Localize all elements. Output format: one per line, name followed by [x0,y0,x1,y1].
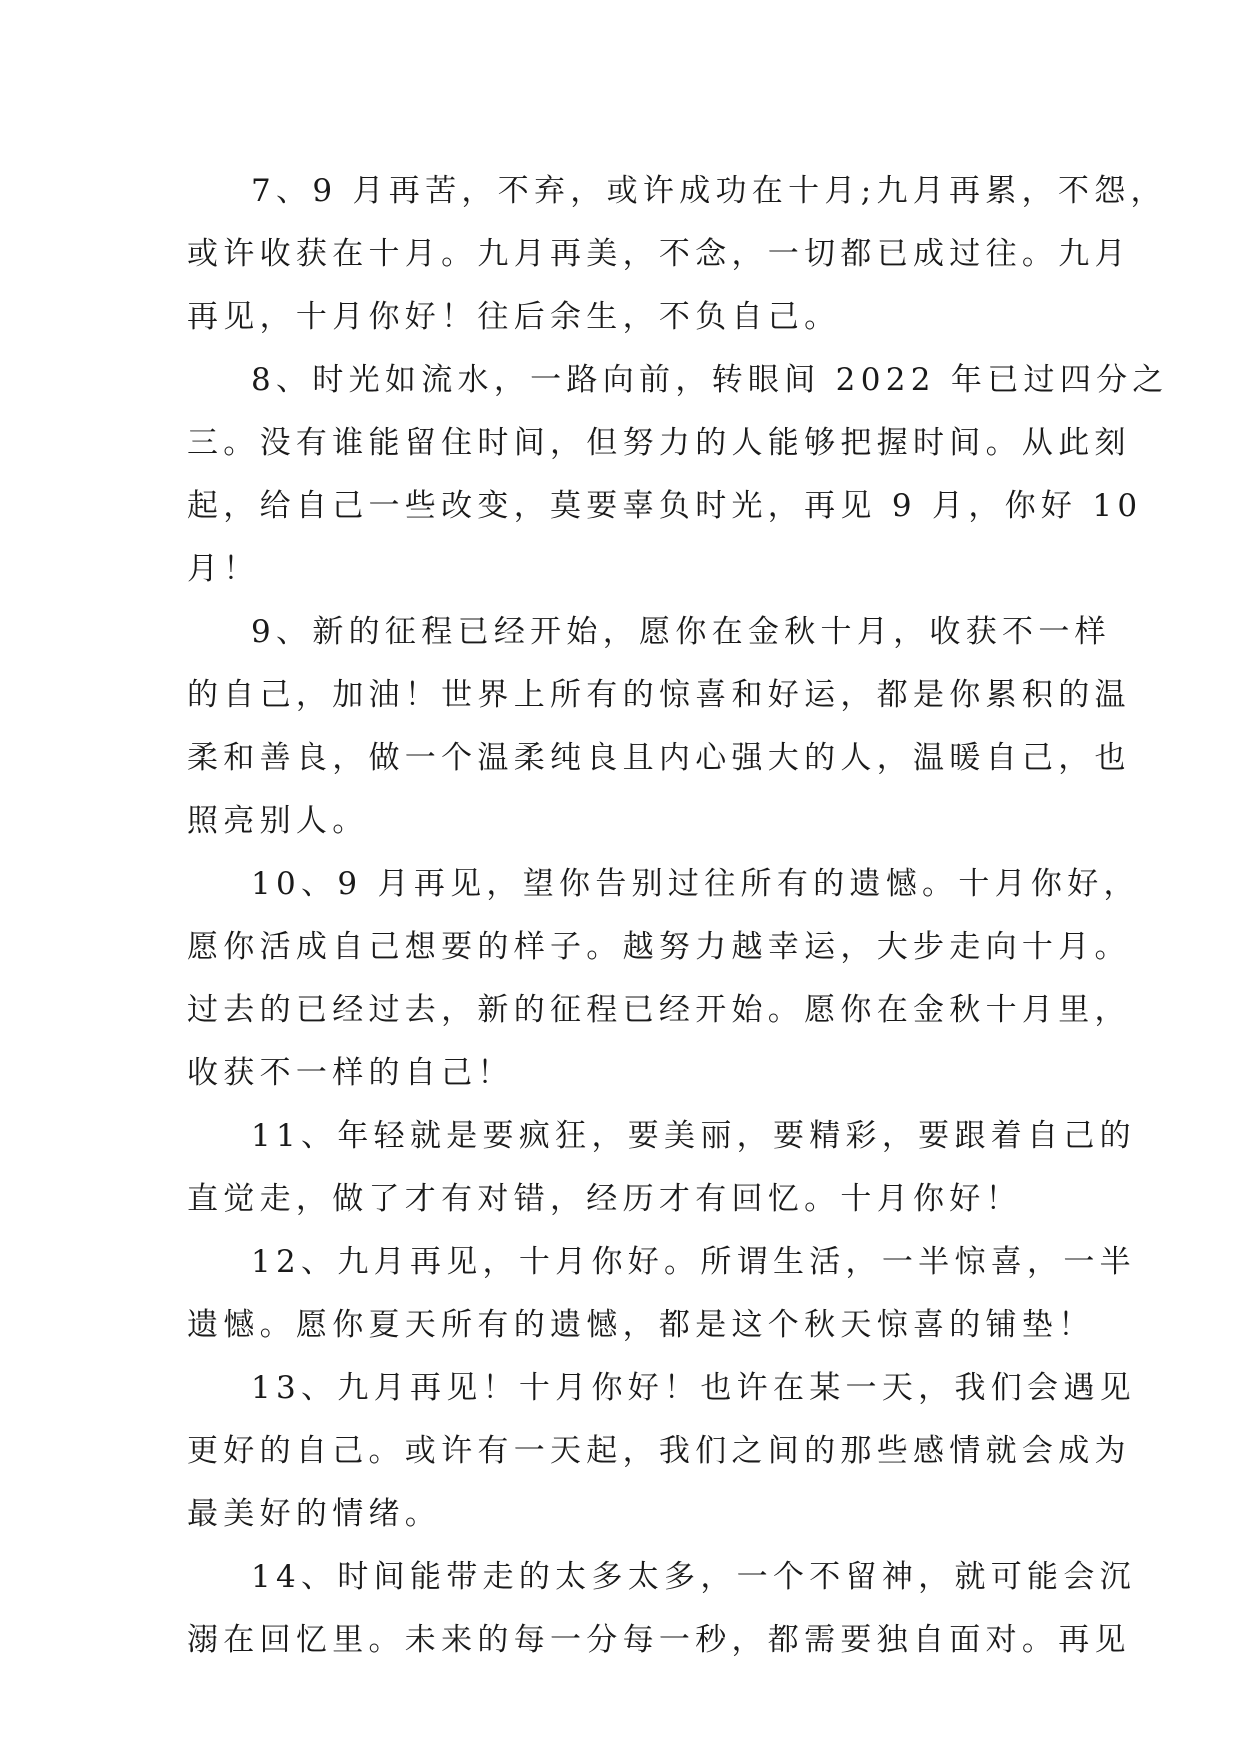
text-line: 9、新的征程已经开始，愿你在金秋十月，收获不一样 [251,614,1111,650]
text-line: 柔和善良，做一个温柔纯良且内心强大的人，温暖自己，也 [187,740,1131,776]
paragraph-14 [187,1546,1136,1672]
text-line: 12、九月再见，十月你好。所谓生活，一半惊喜，一半 [251,1244,1136,1280]
text-line: 过去的已经过去，新的征程已经开始。愿你在金秋十月里， [187,992,1131,1028]
text-line: 收获不一样的自己！ [187,1055,514,1091]
text-line: 照亮别人。 [187,803,369,839]
text-line: 7、9 月再苦，不弃，或许成功在十月;九月再累，不怨， [251,173,1167,209]
text-line: 月！ [187,551,260,587]
text-line: 更好的自己。或许有一天起，我们之间的那些感情就会成为 [187,1433,1131,1469]
text-line: 三。没有谁能留住时间，但努力的人能够把握时间。从此刻 [187,425,1131,461]
text-line: 再见，十月你好！往后余生，不负自己。 [187,299,841,335]
text-line: 14、时间能带走的太多太多，一个不留神，就可能会沉 [251,1559,1136,1595]
document-body [187,160,1169,1672]
paragraph-8 [187,349,1169,601]
paragraph-10 [187,853,1140,1105]
text-line: 起，给自己一些改变，莫要辜负时光，再见 9 月，你好 10 [187,488,1143,524]
text-line: 愿你活成自己想要的样子。越努力越幸运，大步走向十月。 [187,929,1131,965]
paragraph-9 [187,601,1131,853]
text-line: 10、9 月再见，望你告别过往所有的遗憾。十月你好， [251,866,1140,902]
text-line: 13、九月再见！十月你好！也许在某一天，我们会遇见 [251,1370,1136,1406]
text-line: 8、时光如流水，一路向前，转眼间 2022 年已过四分之 [251,362,1169,398]
text-line: 最美好的情绪。 [187,1496,442,1532]
paragraph-7 [187,160,1167,349]
paragraph-12 [187,1231,1136,1357]
text-line: 11、年轻就是要疯狂，要美丽，要精彩，要跟着自己的 [251,1118,1136,1154]
text-line: 遗憾。愿你夏天所有的遗憾，都是这个秋天惊喜的铺垫！ [187,1307,1095,1343]
paragraph-13 [187,1357,1136,1546]
text-line: 的自己，加油！世界上所有的惊喜和好运，都是你累积的温 [187,677,1131,713]
text-line: 直觉走，做了才有对错，经历才有回忆。十月你好！ [187,1181,1022,1217]
text-line: 溺在回忆里。未来的每一分每一秒，都需要独自面对。再见 [187,1622,1131,1658]
paragraph-11 [187,1105,1136,1231]
text-line: 或许收获在十月。九月再美，不念，一切都已成过往。九月 [187,236,1131,272]
